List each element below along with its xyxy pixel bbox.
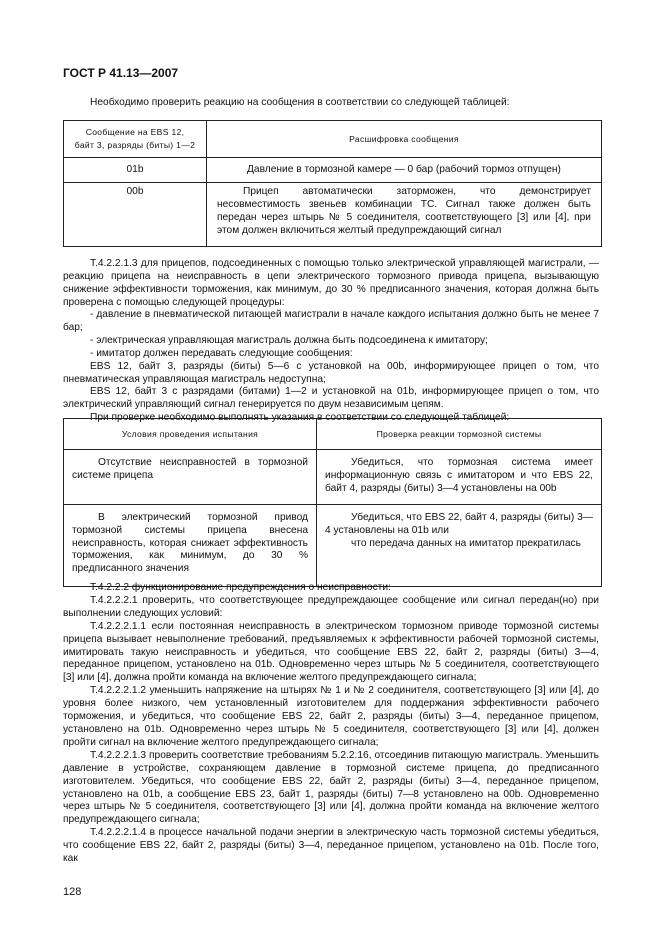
table2-intro: При проверке необходимо выполнять указания в соответствии со следующей таблицей:	[90, 412, 510, 424]
check-cell	[317, 504, 602, 587]
table-header-cell: Расшифровка сообщения	[207, 121, 602, 158]
message-desc: Прицеп автоматически заторможен, что демонстрирует несовместимость звеньев комбинации ТС. Сигнал также должен быть передан через штырь № 5 соединителя, соответствующего [3] или [4], при этом должен включиться желтый предупреждающий сигнал	[207, 183, 602, 247]
test-conditions-table	[63, 418, 602, 587]
table-row	[64, 183, 602, 247]
condition-cell: Отсутствие неисправностей в тормозной системе прицепа	[64, 450, 317, 505]
page-header: ГОСТ Р 41.13—2007	[63, 66, 179, 80]
page-number: 128	[63, 886, 82, 898]
clause-t4-2-2-2-1-1: Т.4.2.2.2.1.1 если постоянная неисправность в электрическом тормозном приводе тормозной системы прицепа вызывает невыполнение требований, предъявляемых к эффективности рабочей тормозной системы, имитировать такую неисправность и убедиться, что сообщение EBS 22, байт 2, разряды (биты) 3—4, переданное прицепом, установлено на 01b. Одновременно через штырь № 5 соединителя, соответствующего [3] или [4], должна пройти команда на включение желтого предупреждающего сигнала;	[63, 620, 599, 684]
table-header-cell	[64, 121, 207, 158]
list-item: - электрическая управляющая магистраль должна быть подсоединена к имитатору;	[90, 334, 488, 346]
list-item: EBS 12, байт 3, разряды (биты) 5—6 с установкой на 00b, информирующее прицеп о том, что пневматическая управляющая магистраль недоступна;	[63, 360, 599, 385]
table-header-cell: Проверка реакции тормозной системы	[317, 419, 602, 450]
check-text: что передача данных на имитатор прекратилась	[351, 537, 581, 549]
header-line: байт 3, разряды (биты) 1—2	[74, 140, 196, 150]
clause-t4-2-2-2: Т.4.2.2.2 функционирование предупреждения о неисправности:	[90, 582, 391, 593]
clause-t4-2-2-2-1-3: Т.4.2.2.2.1.3 проверить соответствие требованиям 5.2.2.16, отсоединив питающую магистраль. Уменьшить давление в устройстве, сохраняющем давление в тормозной системе прицепа, до предписанного изготовителем. Убедиться, что сообщение EBS 22, байт 2, разряды (биты) 3—4, переданное прицепом, установлено на 01b, а сообщение EBS 23, байт 1, разряды (биты) 7—8 установлено на 00b. Одновременно через штырь № 5 соединителя, соответствующего [3] или [4], должна пройти команда на включение желтого предупреждающего сигнала;	[63, 749, 599, 826]
check-cell: Убедиться, что тормозная система имеет информационную связь с имитатором и что EBS 22, байт 4, разряды (биты) 3—4 установлены на 00b	[317, 450, 602, 505]
table1-intro: Необходимо проверить реакцию на сообщения в соответствии со следующей таблицей:	[90, 97, 510, 108]
message-code: 00b	[64, 183, 207, 247]
table-header-row	[64, 121, 602, 158]
message-code: 01b	[64, 158, 207, 183]
check-text: Убедиться, что EBS 22, байт 4, разряды (биты) 3—4 установлены на 01b или	[325, 511, 593, 536]
table-row	[64, 504, 602, 587]
clauses-body	[63, 582, 599, 866]
condition-cell: В электрический тормозной привод тормозной системы прицепа внесена неисправность, которая снижает эффективность торможения, как минимум, до 30 % предписанного значения	[64, 504, 317, 587]
list-item: EBS 12, байт 3 с разрядами (битами) 1—2 и установкой на 01b, информирующее прицеп о том, что электрический управляющий сигнал генерируется по двум независимым цепям.	[63, 386, 599, 411]
clause-t4-2-2-2-1-4: Т.4.2.2.2.1.4 в процессе начальной подачи энергии в электрическую часть тормозной системы убедиться, что сообщение EBS 22, байт 2, разряды (биты) 3—4, переданное прицепом, установлено на 01b. После того, как	[63, 827, 599, 865]
clause-t4-2-2-2-1-2: Т.4.2.2.2.1.2 уменьшить напряжение на штырях № 1 и № 2 соединителя, соответствующего [3] или [4], до уровня более низкого, чем установленный изготовителем для поддержания эффективности рабочего торможения, и убедиться, что сообщение EBS 22, байт 2, разряды (биты) 3—4, переданное прицепом, установлено на 01b. Одновременно через штырь № 5 соединителя, соответствующего [3] или [4], должен пройти сигнал на включение желтого предупреждающего сигнала;	[63, 685, 599, 748]
table-row	[64, 158, 602, 183]
table-header-cell: Условия проведения испытания	[64, 419, 317, 450]
list-item: - имитатор должен передавать следующие сообщения:	[90, 347, 353, 359]
table-row	[64, 450, 602, 505]
header-line: Сообщение на EBS 12,	[85, 127, 185, 138]
message-desc: Давление в тормозной камере — 0 бар (рабочий тормоз отпущен)	[207, 158, 602, 183]
clause-t4-2-2-2-1: Т.4.2.2.2.1 проверить, что соответствующее предупреждающее сообщение или сигнал передан(но) при выполнении следующих условий:	[63, 594, 599, 619]
table-header-row	[64, 419, 602, 450]
message-table	[63, 120, 602, 247]
clause-t4-2-2-1-3: Т.4.2.2.1.3 для прицепов, подсоединенных с помощью только электрической управляющей магистрали, — реакцию прицепа на неисправность в цепи электрического тормозного привода прицепа, вызывающую снижение эффективности торможения, как минимум, до 30 % предписанного значения, которая должна быть проверена с помощью следующей процедуры:	[63, 258, 599, 308]
list-item: - давление в пневматической питающей магистрали в начале каждого испытания должно быть не менее 7 бар;	[63, 309, 599, 333]
procedure-list	[63, 309, 599, 425]
